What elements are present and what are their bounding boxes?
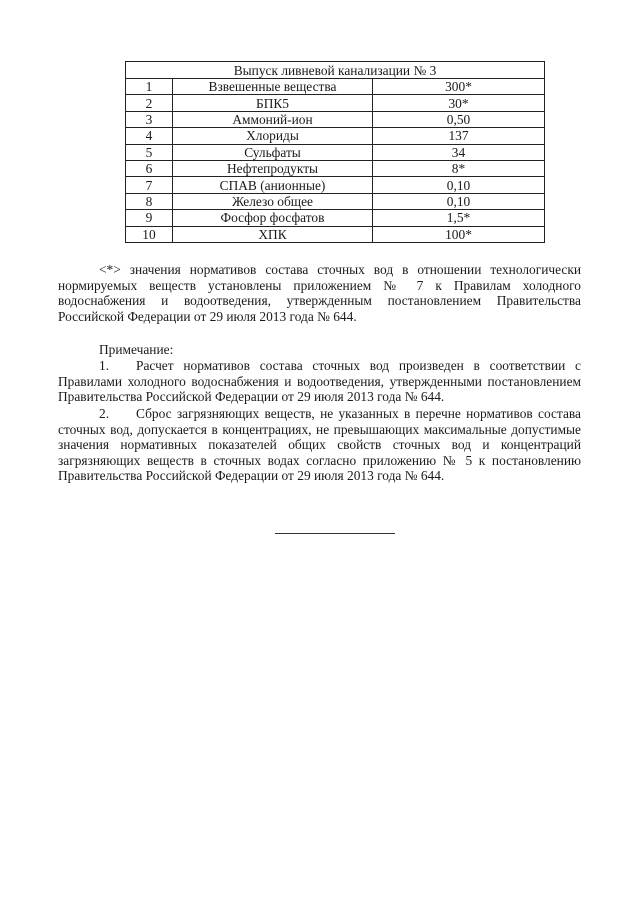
note-item-text: Расчет нормативов состава сточных вод произведен в соответствии с Правилами холодного водоснабжения и водоотведения, утвержденными постановлением Правительства Российской Федерации от 29 июля 2013 года № 644. (58, 358, 581, 405)
separator-line (275, 533, 395, 534)
note-item-number: 2. (99, 406, 110, 421)
table-row (126, 144, 545, 160)
norm-value-cell: 34 (373, 144, 545, 160)
substance-name-cell: Аммоний-ион (173, 111, 373, 127)
note-item (58, 358, 581, 405)
substance-name-cell: Железо общее (173, 193, 373, 209)
substance-name-cell: Взвешенные вещества (173, 79, 373, 95)
table-row (126, 111, 545, 127)
discharge-norms-table (125, 61, 545, 243)
substance-name-cell: БПК5 (173, 95, 373, 111)
substance-name-cell: ХПК (173, 226, 373, 242)
substance-name-cell: Хлориды (173, 128, 373, 144)
substance-name-cell: СПАВ (анионные) (173, 177, 373, 193)
table-row (126, 95, 545, 111)
table-row (126, 177, 545, 193)
footnote-text: <*> значения нормативов состава сточных вод в отношении технологически нормируемых веществ установлены приложением № 7 к Правилам холодного водоснабжения и водоотведения, утвержденным постановлением Правительства Российской Федерации от 29 июля 2013 года № 644. (58, 262, 581, 324)
note-label: Примечание: (99, 342, 174, 357)
table-title: Выпуск ливневой канализации № 3 (126, 62, 545, 79)
row-number-cell: 10 (126, 226, 173, 242)
norm-value-cell: 0,10 (373, 177, 545, 193)
norm-value-cell: 300* (373, 79, 545, 95)
table-row (126, 210, 545, 226)
substance-name-cell: Фосфор фосфатов (173, 210, 373, 226)
row-number-cell: 8 (126, 193, 173, 209)
norm-value-cell: 1,5* (373, 210, 545, 226)
norms-table-body (126, 62, 545, 243)
row-number-cell: 3 (126, 111, 173, 127)
table-row (126, 79, 545, 95)
table-row (126, 193, 545, 209)
substance-name-cell: Сульфаты (173, 144, 373, 160)
norm-value-cell: 0,50 (373, 111, 545, 127)
footnote-paragraph (58, 262, 581, 324)
note-item (58, 406, 581, 484)
norm-value-cell: 100* (373, 226, 545, 242)
table-row (126, 128, 545, 144)
note-item-text: Сброс загрязняющих веществ, не указанных в перечне нормативов состава сточных вод, допускается в концентрациях, не превышающих максимальные допустимые значения нормативных показателей общих свойств сточных вод и концентраций загрязняющих веществ в сточных водах согласно приложению № 5 к постановлению Правительства Российской Федерации от 29 июля 2013 года № 644. (58, 406, 581, 484)
row-number-cell: 5 (126, 144, 173, 160)
row-number-cell: 2 (126, 95, 173, 111)
note-item-number: 1. (99, 358, 110, 373)
substance-name-cell: Нефтепродукты (173, 160, 373, 176)
row-number-cell: 1 (126, 79, 173, 95)
table-row (126, 160, 545, 176)
norm-value-cell: 8* (373, 160, 545, 176)
norm-value-cell: 30* (373, 95, 545, 111)
table-title-row (126, 62, 545, 79)
row-number-cell: 4 (126, 128, 173, 144)
row-number-cell: 7 (126, 177, 173, 193)
row-number-cell: 6 (126, 160, 173, 176)
table-row (126, 226, 545, 242)
row-number-cell: 9 (126, 210, 173, 226)
norm-value-cell: 0,10 (373, 193, 545, 209)
norm-value-cell: 137 (373, 128, 545, 144)
